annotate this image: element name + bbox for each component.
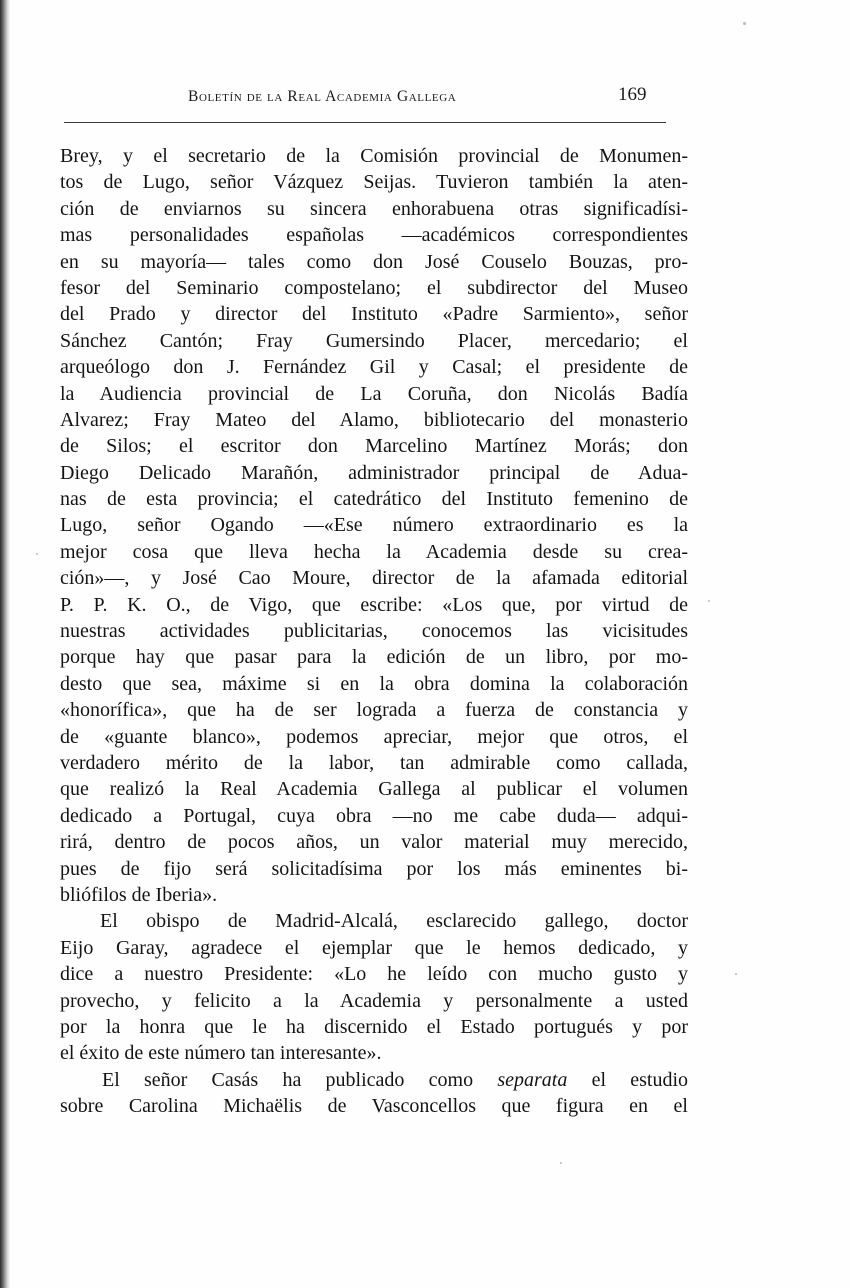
text-line: mejor cosa que lleva hecha la Academia desde su crea- [60, 540, 688, 563]
scan-speck [560, 1162, 562, 1164]
text-line: bliófilos de Iberia». [60, 883, 218, 906]
text-line: fesor del Seminario compostelano; el subdirector del Museo [60, 276, 688, 299]
text-line: que realizó la Real Academia Gallega al publicar el volumen [60, 778, 688, 801]
text-line: sobre Carolina Michaëlis de Vasconcellos que figura en el [60, 1095, 688, 1118]
text-line: desto que sea, máxime si en la obra domina la colaboración [60, 672, 688, 695]
text-line: de «guante blanco», podemos apreciar, mejor que otros, el [60, 725, 688, 748]
italic-term: separata [497, 1068, 568, 1091]
text-line: de Silos; el escritor don Marcelino Martínez Morás; don [60, 435, 688, 458]
page-number: 169 [618, 84, 647, 105]
body-text [60, 143, 688, 1119]
text-line: mas personalidades españolas —académicos correspondientes [60, 224, 688, 247]
scan-speck [36, 553, 38, 555]
text-line: porque hay que pasar para la edición de un libro, por mo- [60, 646, 688, 669]
text-line: ción de enviarnos su sincera enhorabuena otras significadísi- [60, 197, 688, 220]
text-line: pues de fijo será solicitadísima por los más eminentes bi- [60, 857, 688, 880]
text-line: nuestras actividades publicitarias, conocemos las vicisitudes [60, 620, 688, 643]
binding-edge [0, 0, 10, 1288]
text-line: en su mayoría— tales como don José Couselo Bouzas, pro- [60, 250, 688, 273]
header-rule [64, 122, 666, 123]
text-line: Alvarez; Fray Mateo del Alamo, bibliotecario del monasterio [60, 408, 688, 431]
scan-speck [743, 22, 746, 25]
text-line: nas de esta provincia; el catedrático del Instituto femenino de [60, 488, 688, 511]
text-line: Lugo, señor Ogando —«Ese número extraordinario es la [60, 514, 688, 537]
text-line: P. P. K. O., de Vigo, que escribe: «Los que, por virtud de [60, 593, 688, 616]
scan-speck [708, 600, 710, 602]
running-title: Boletín de la Real Academia Gallega [188, 88, 457, 105]
text-line: por la honra que le ha discernido el Estado portugués y por [60, 1015, 688, 1038]
text-line: «honorífica», que ha de ser lograda a fuerza de constancia y [60, 699, 688, 722]
text-line: el éxito de este número tan interesante». [60, 1042, 382, 1065]
text-line: tos de Lugo, señor Vázquez Seijas. Tuvieron también la aten- [60, 171, 688, 194]
text-line: del Prado y director del Instituto «Padre Sarmiento», señor [60, 303, 688, 326]
text-line: Diego Delicado Marañón, administrador principal de Adua- [60, 461, 688, 484]
text-line: arqueólogo don J. Fernández Gil y Casal; el presidente de [60, 356, 688, 379]
text-line: Eijo Garay, agradece el ejemplar que le hemos dedicado, y [60, 936, 688, 959]
text-line: Sánchez Cantón; Fray Gumersindo Placer, mercedario; el [60, 329, 688, 352]
text-line: la Audiencia provincial de La Coruña, don Nicolás Badía [60, 382, 688, 405]
scan-speck [735, 973, 737, 975]
text-line: Brey, y el secretario de la Comisión provincial de Monumen- [60, 145, 688, 167]
text-line: rirá, dentro de pocos años, un valor material muy merecido, [60, 831, 688, 854]
text-segment: El señor Casás ha publicado como [102, 1068, 474, 1091]
text-line: dice a nuestro Presidente: «Lo he leído con mucho gusto y [60, 963, 688, 986]
paragraph-start-line: El obispo de Madrid-Alcalá, esclarecido gallego, doctor [100, 910, 688, 933]
text-line: provecho, y felicito a la Academia y personalmente a usted [60, 989, 688, 1012]
text-line: verdadero mérito de la labor, tan admirable como callada, [60, 751, 688, 774]
paragraph-start-line [60, 1067, 688, 1093]
page-header [188, 84, 668, 114]
text-segment: el estudio [591, 1068, 688, 1091]
text-line: dedicado a Portugal, cuya obra —no me cabe duda— adqui- [60, 804, 688, 827]
text-line: ción»—, y José Cao Moure, director de la afamada editorial [60, 567, 688, 590]
